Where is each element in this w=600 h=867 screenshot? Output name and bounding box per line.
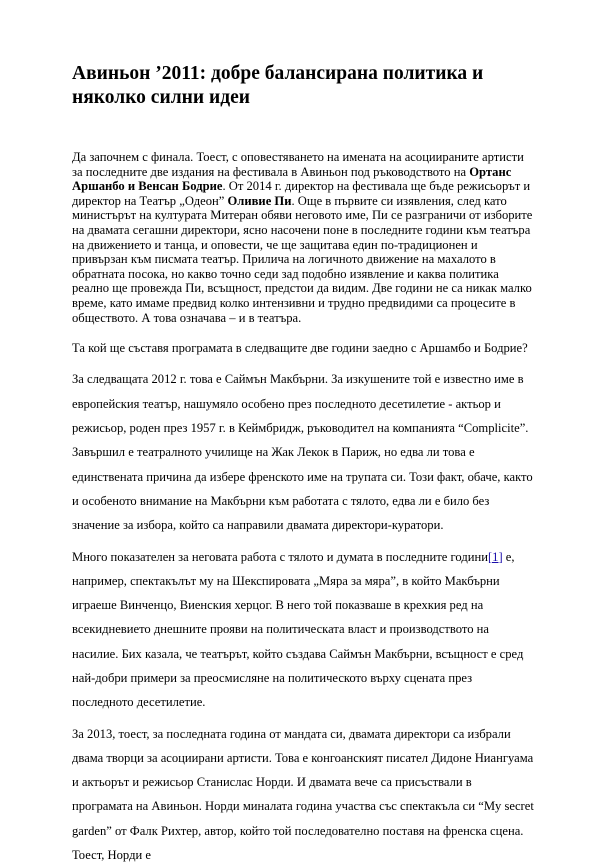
intro-bold-olivier-py: Оливие Пи xyxy=(227,193,292,208)
paragraph-intro xyxy=(72,150,534,325)
paragraph-question: Та кой ще съставя програмата в следващите две години заедно с Аршамбо и Бодрие? xyxy=(72,341,528,356)
intro-text-2: . От 2014 г. директор на фестивала ще бъде режисьорът и директор на Театър „Одеон” xyxy=(72,179,531,208)
intro-text-3: . Още в първите си изявления, след като министърът на културата Митеран обяви неговото име, Пи се разграничи от изборите на двамата сегашни директори, ясно насочени поне в последните години към театъра на движението и танца, и оповести, че ще защитава един по-традиционен и привързан към писмата театър. Прилича на логичното движение на махалото в обратната посока, но какво точно седи зад подобно изявление и каква политика реално ще провежда Пи, всъщност, предстои да видим. Две години не са никак малко време, като имаме предвид колко интензивни и трудно предвидими са процесите в обществото. А това означава – и в театъра. xyxy=(72,193,533,325)
measure-text-2: е, например, спектакълът му на Шекспировата „Мяра за мяра”, в който Макбърни играеше Винченцо, Виенския херцог. В него той показваше в крехкия ред на всекидневието днешните прояви на политическата власт и производството на насилие. Бих казала, че театърът, който създава Саймън Макбърни, всъщност е сред най-добри примери за преосмисляне на политическото върху сцената през последното десетилетие. xyxy=(72,549,524,710)
footnote-link[interactable]: [1] xyxy=(487,549,503,564)
article xyxy=(72,62,534,867)
paragraph-2013: За 2013, тоест, за последната година от мандата си, двамата директори са избрали двама творци за асоциирани артисти. Това е конгоанският писател Дидоне Ниангуама и актьорът и режисьор Станислас Норди. И двамата вече са присъствали в програмата на Авиньон. Норди миналата година участва със спектакъла си “My secret garden” от Фалк Рихтер, автор, който той последователно поставя на френска сцена. Тоест, Норди е xyxy=(72,726,534,863)
paragraph-measure-for-measure xyxy=(72,545,534,715)
measure-text-1: Много показателен за неговата работа с тялото и думата в последните години xyxy=(72,549,488,564)
article-title: Авиньон ’2011: добре балансирана политика и няколко силни идеи xyxy=(72,63,484,108)
intro-bold-directors: Ортанс Аршанбо и Венсан Бодрие xyxy=(72,164,512,194)
intro-text-1: Да започнем с финала. Тоест, с оповестяването на имената на асоциираните артисти за последните две издания на фестивала в Авиньон под ръководството на xyxy=(72,150,524,179)
paragraph-mcburney: За следващата 2012 г. това е Саймън Макбърни. За изкушените той е известно име в европейския театър, нашумяло особено през последното десетилетие - актьор и режисьор, роден през 1957 г. в Кеймбридж, ръководител на компанията “Complicite”. Завършил е театралното училище на Жак Лекок в Париж, но едва ли това е единствената причина да избере френското име на трупата си. Този факт, обаче, както и особеното внимание на Макбърни към работата с тялото, едва ли е било без значение за избора, който са направили двамата директори-куратори. xyxy=(72,372,533,533)
